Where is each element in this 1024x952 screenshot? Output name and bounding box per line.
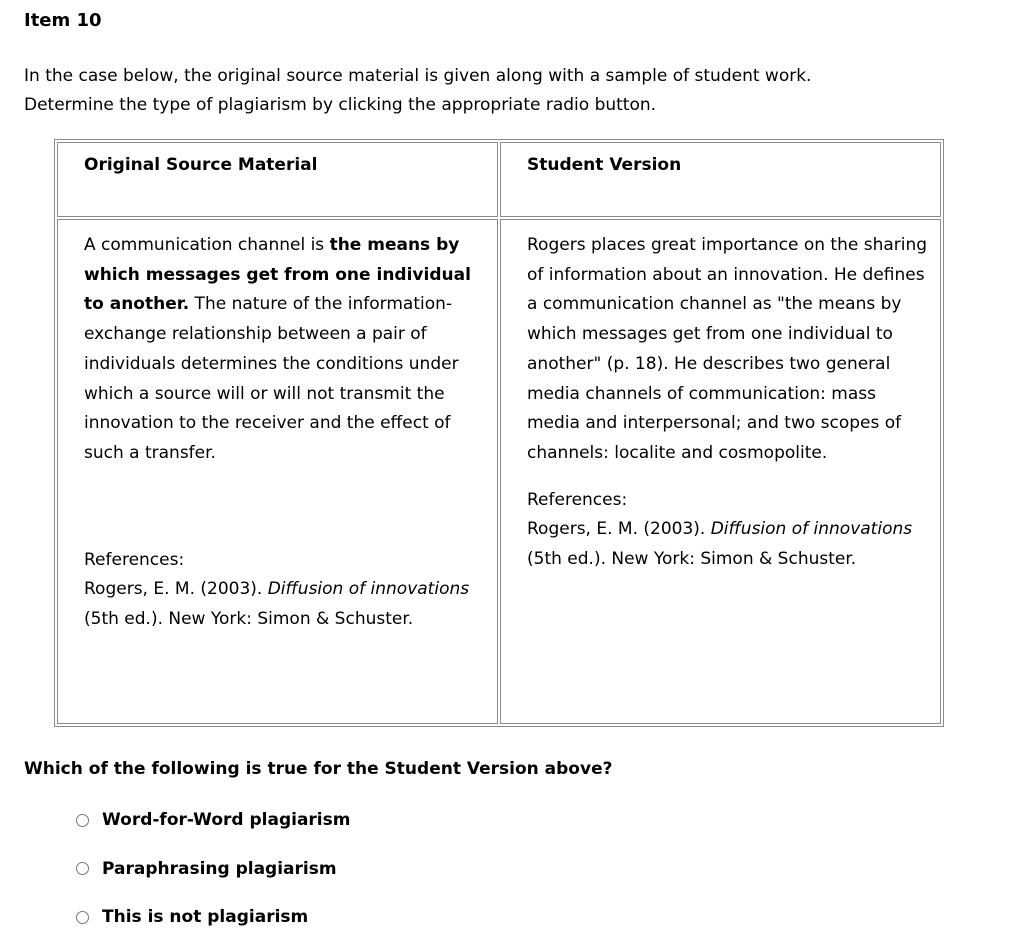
table-header-row [57,142,941,217]
student-version-text: Rogers places great importance on the sharing of information about an innovation. He defines a communication channel as "the means by which messages get from one individual to another" (p. 18). He describes two general media channels of communication: mass media and interpersonal; and two scopes of channels: localite and cosmopolite. [527,235,928,463]
table-content-row [57,219,941,724]
answer-options [73,806,350,952]
option-paraphrasing[interactable] [73,855,350,883]
option-not-plagiarism[interactable] [73,903,350,931]
reference-citation: Rogers, E. M. (2003). Diffusion of innovations (5th ed.). New York: Simon & Schuster. [84,579,470,630]
original-source-text [84,231,487,469]
references-label: References: [527,489,628,510]
original-source-header: Original Source Material [57,142,498,217]
option-label[interactable]: This is not plagiarism [102,907,309,927]
instructions-line-1: In the case below, the original source material is given along with a sample of student work. [24,66,812,86]
instructions [24,62,984,120]
option-word-for-word[interactable] [73,806,350,834]
item-title: Item 10 [24,10,102,31]
question-text: Which of the following is true for the Student Version above? [24,759,613,779]
radio-button[interactable] [76,911,89,924]
original-references [84,546,487,635]
student-references [527,486,930,575]
student-version-header: Student Version [500,142,941,217]
option-label[interactable]: Word-for-Word plagiarism [102,810,351,830]
reference-title: Diffusion of innovations [267,579,470,600]
original-text-start: A communication channel is [84,235,330,255]
original-source-cell [57,219,498,724]
radio-button[interactable] [76,862,89,875]
option-label[interactable]: Paraphrasing plagiarism [102,858,337,879]
comparison-table [54,139,944,727]
instructions-line-2: Determine the type of plagiarism by clicking the appropriate radio button. [24,95,657,115]
references-label: References: [84,549,185,570]
original-text-end: The nature of the information-exchange relationship between a pair of individuals determines the conditions under which a source will or will not transmit the innovation to the receiver and the effect of such a transfer. [84,294,459,463]
student-version-cell [500,219,941,724]
radio-button[interactable] [76,814,89,827]
original-text-bold: the means by which messages get from one individual to another. [84,235,471,315]
reference-title: Diffusion of innovations [710,519,913,540]
reference-citation: Rogers, E. M. (2003). Diffusion of innovations (5th ed.). New York: Simon & Schuster. [527,519,913,570]
